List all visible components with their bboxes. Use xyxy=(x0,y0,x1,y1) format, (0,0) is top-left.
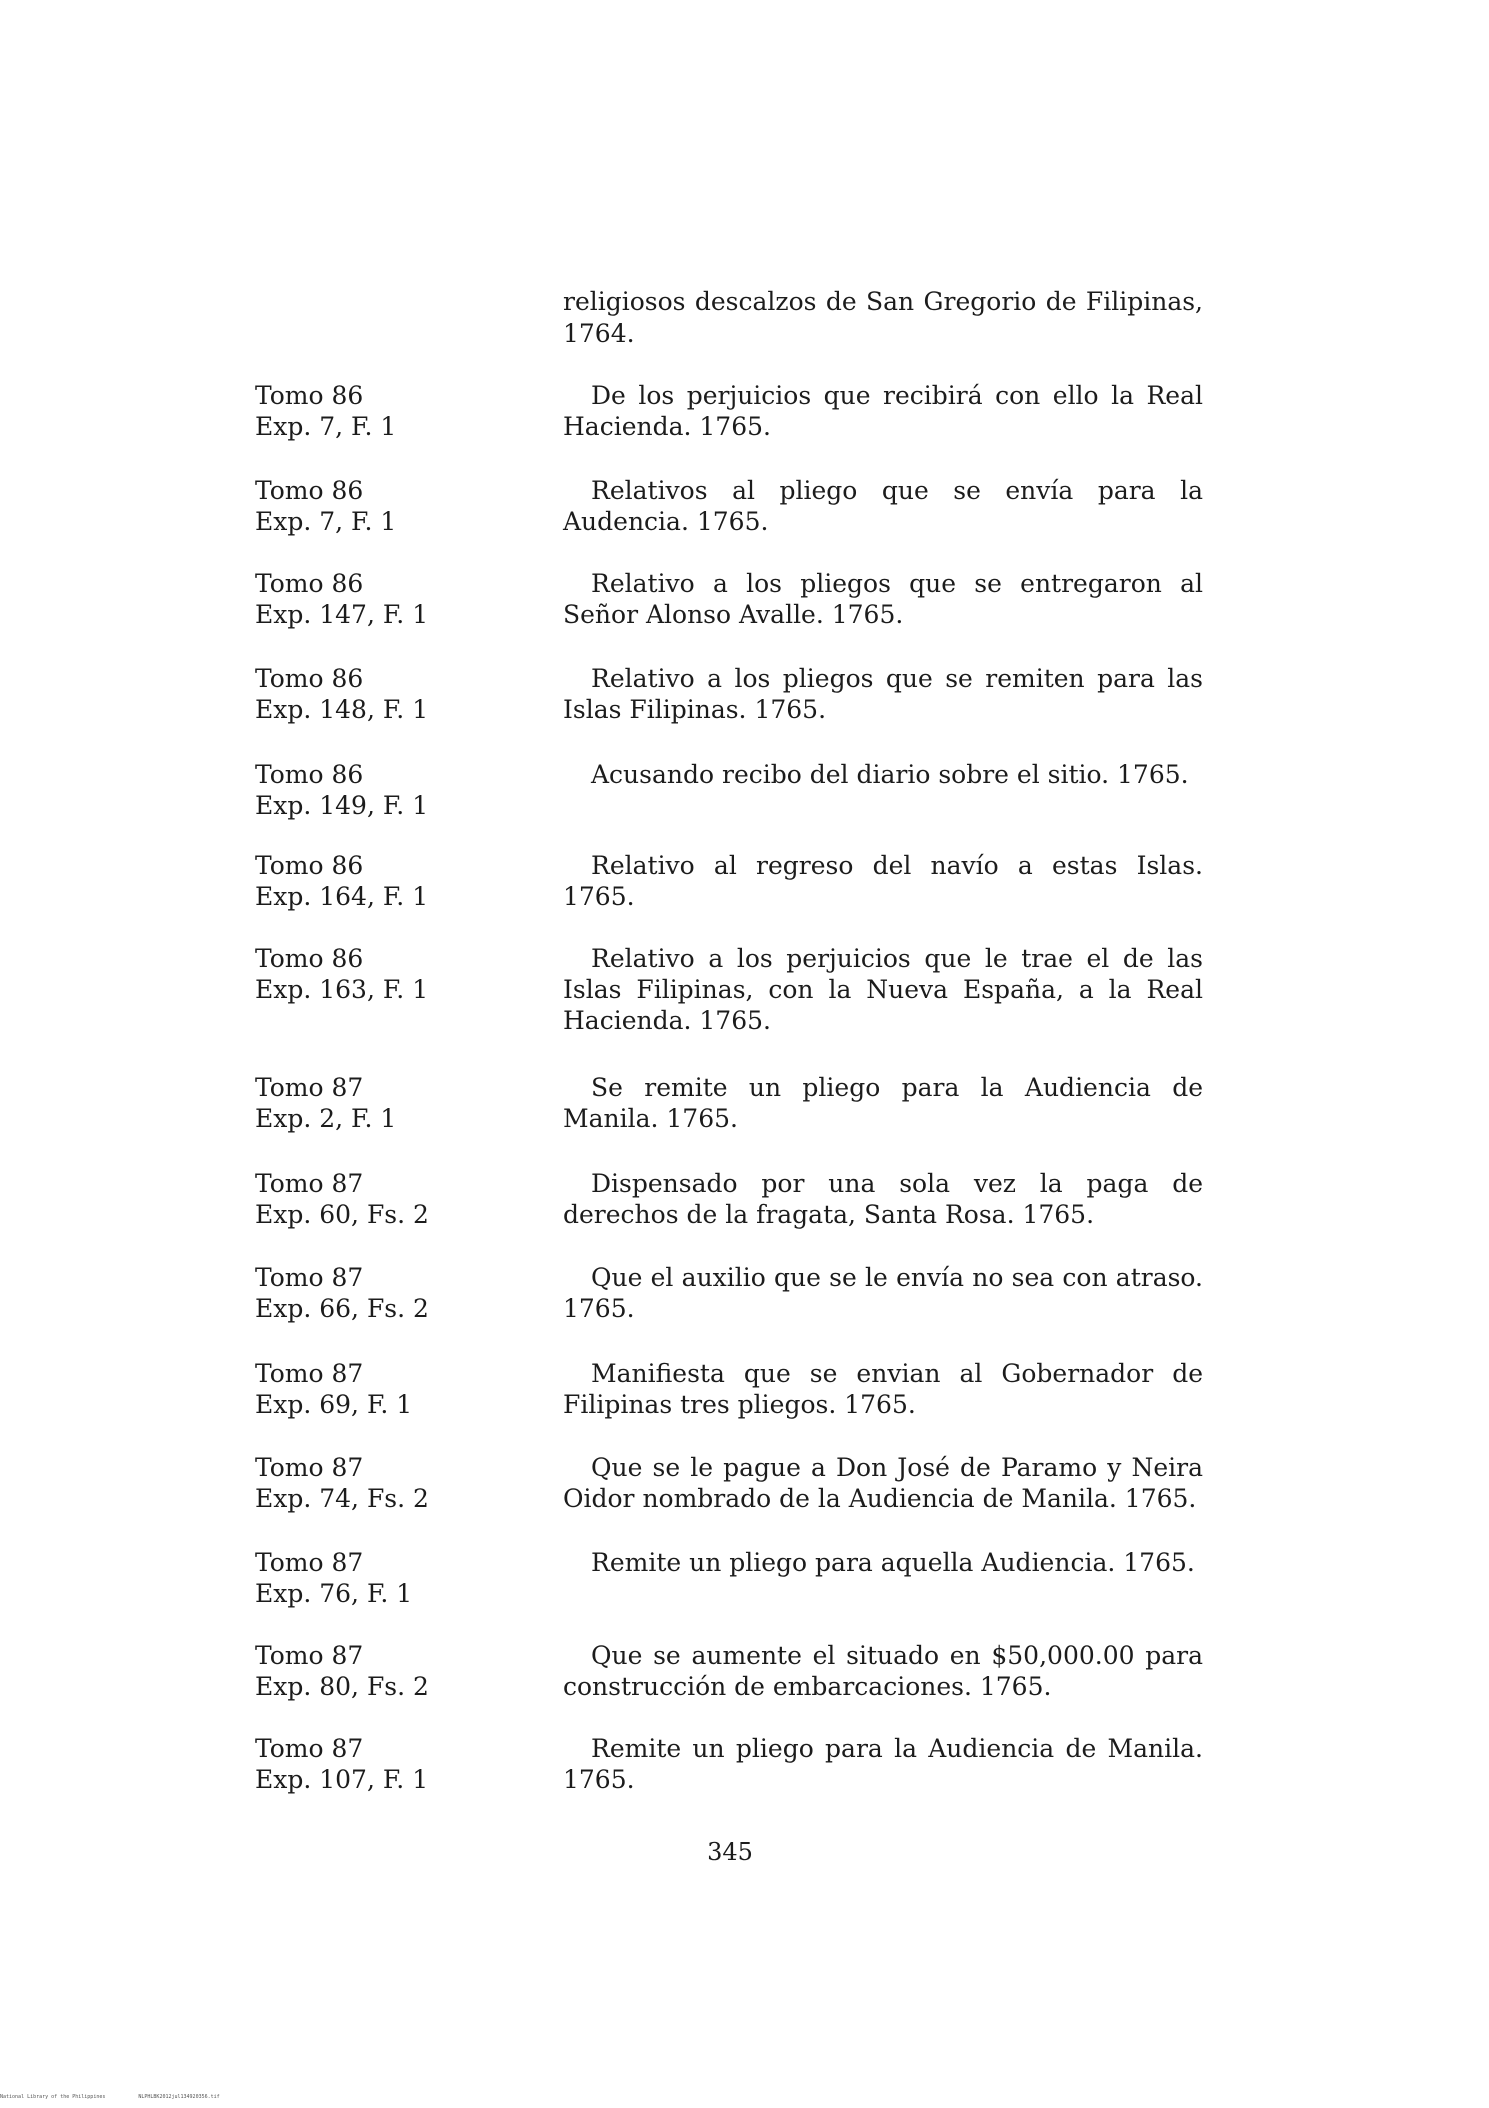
entry-reference xyxy=(255,850,515,912)
entry-reference xyxy=(255,1547,515,1609)
entry-reference xyxy=(255,1358,515,1420)
entry-description: Dispensado por una sola vez la paga de derechos de la fragata, Santa Rosa. 1765. xyxy=(563,1169,1203,1229)
entry-description: Acusando recibo del diario sobre el sitio. 1765. xyxy=(591,760,1189,789)
entry-tomo: Tomo 87 xyxy=(255,1359,364,1388)
entry-reference xyxy=(255,1733,515,1795)
entry-description: Que se le pague a Don José de Paramo y Neira Oidor nombrado de la Audiencia de Manila. 1765. xyxy=(563,1453,1203,1513)
entry-tomo: Tomo 87 xyxy=(255,1734,364,1763)
entry-expediente: Exp. 147, F. 1 xyxy=(255,600,429,629)
entry-reference xyxy=(255,663,515,725)
entry-tomo: Tomo 87 xyxy=(255,1641,364,1670)
entry-tomo: Tomo 86 xyxy=(255,851,364,880)
entry-expediente: Exp. 2, F. 1 xyxy=(255,1104,397,1133)
entry-tomo: Tomo 86 xyxy=(255,569,364,598)
entry-tomo: Tomo 86 xyxy=(255,381,364,410)
page-number: 345 xyxy=(707,1838,753,1866)
entry-description: Manifiesta que se envian al Gobernador de Filipinas tres pliegos. 1765. xyxy=(563,1359,1203,1419)
entry-description: Se remite un pliego para la Audiencia de Manila. 1765. xyxy=(563,1073,1203,1133)
entry-reference xyxy=(255,943,515,1005)
entry-reference xyxy=(255,475,515,537)
entry-tomo: Tomo 87 xyxy=(255,1548,364,1577)
entry-tomo: Tomo 87 xyxy=(255,1263,364,1292)
entry-expediente: Exp. 163, F. 1 xyxy=(255,975,429,1004)
entry-reference xyxy=(255,1168,515,1230)
intro-paragraph: religiosos descalzos de San Gregorio de Filipinas, 1764. xyxy=(563,287,1203,348)
entry-description: De los perjuicios que recibirá con ello la Real Hacienda. 1765. xyxy=(563,381,1203,441)
entry-expediente: Exp. 69, F. 1 xyxy=(255,1390,413,1419)
entry-expediente: Exp. 148, F. 1 xyxy=(255,695,429,724)
entry-reference xyxy=(255,1262,515,1324)
footer-library: National Library of the Philippines xyxy=(0,2094,106,2100)
entry-description: Que se aumente el situado en $50,000.00 para construcción de embarcaciones. 1765. xyxy=(563,1641,1203,1701)
entry-expediente: Exp. 76, F. 1 xyxy=(255,1579,413,1608)
entry-expediente: Exp. 149, F. 1 xyxy=(255,791,429,820)
entry-expediente: Exp. 7, F. 1 xyxy=(255,507,397,536)
entry-tomo: Tomo 86 xyxy=(255,664,364,693)
entry-reference xyxy=(255,1640,515,1702)
entry-description: Que el auxilio que se le envía no sea con atraso. 1765. xyxy=(563,1263,1203,1323)
entry-tomo: Tomo 86 xyxy=(255,944,364,973)
entry-description: Remite un pliego para aquella Audiencia. 1765. xyxy=(591,1548,1195,1577)
entry-tomo: Tomo 86 xyxy=(255,476,364,505)
entry-reference xyxy=(255,759,515,821)
entry-reference xyxy=(255,568,515,630)
footer-file: NLPHLBK2012jul134920356.tif xyxy=(138,2094,220,2100)
entry-expediente: Exp. 107, F. 1 xyxy=(255,1765,429,1794)
entry-expediente: Exp. 60, Fs. 2 xyxy=(255,1200,429,1229)
entry-reference xyxy=(255,1072,515,1134)
entry-expediente: Exp. 7, F. 1 xyxy=(255,412,397,441)
entry-expediente: Exp. 164, F. 1 xyxy=(255,882,429,911)
entry-description: Relativo a los perjuicios que le trae el de las Islas Filipinas, con la Nueva España, a la Real Hacienda. 1765. xyxy=(563,944,1203,1035)
entry-tomo: Tomo 86 xyxy=(255,760,364,789)
entry-expediente: Exp. 74, Fs. 2 xyxy=(255,1484,429,1513)
entry-reference xyxy=(255,380,515,442)
entry-expediente: Exp. 80, Fs. 2 xyxy=(255,1672,429,1701)
scan-footer xyxy=(0,2094,250,2100)
entry-reference xyxy=(255,1452,515,1514)
entry-description: Remite un pliego para la Audiencia de Manila. 1765. xyxy=(563,1734,1203,1794)
entry-tomo: Tomo 87 xyxy=(255,1073,364,1102)
entry-description: Relativo a los pliegos que se remiten para las Islas Filipinas. 1765. xyxy=(563,664,1203,724)
entry-description: Relativos al pliego que se envía para la Audencia. 1765. xyxy=(563,476,1203,536)
entry-tomo: Tomo 87 xyxy=(255,1169,364,1198)
entry-description: Relativo a los pliegos que se entregaron al Señor Alonso Avalle. 1765. xyxy=(563,569,1203,629)
entry-description: Relativo al regreso del navío a estas Islas. 1765. xyxy=(563,851,1203,911)
entry-expediente: Exp. 66, Fs. 2 xyxy=(255,1294,429,1323)
entry-tomo: Tomo 87 xyxy=(255,1453,364,1482)
